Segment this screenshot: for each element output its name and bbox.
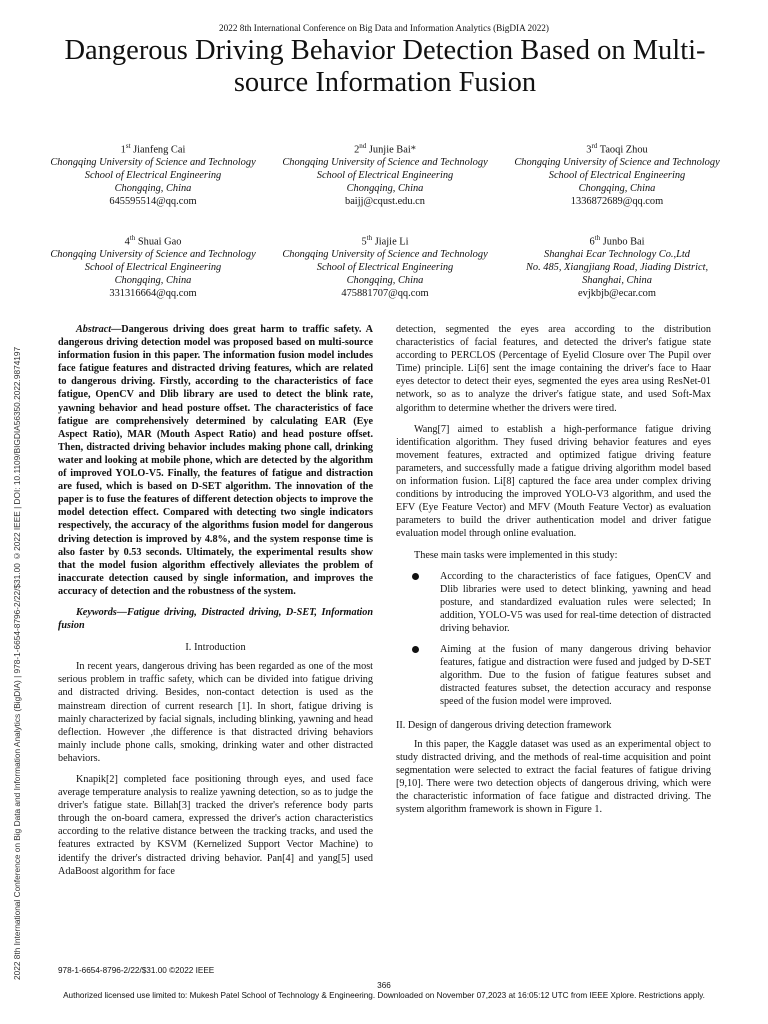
right-column xyxy=(396,323,711,816)
author-name: Shuai Gao xyxy=(137,236,182,248)
author-name: Taoqi Zhou xyxy=(599,144,648,156)
author-name: Jiajie Li xyxy=(374,236,409,248)
author-email: baijj@cqust.edu.cn xyxy=(345,196,425,208)
keywords: Keywords—Fatigue driving, Distracted driving, D-SET, Information fusion xyxy=(58,606,373,632)
intro-paragraph-2: Knapik[2] completed face positioning through eyes, and used face average temperature analysis to realize yawning detection, so as to judge the driver's fatigue state. Billah[3] tracked the driver's reference body parts through the on-board camera, expressed the driver's action characteristics according to the relative distance between the tracking tracks, and used the features extracted by KSVM (Kernelized Support Vector Machine) to identify the driver's distracted driving behavior. Pan[4] and yang[5] used AdaBoost algorithm for face xyxy=(58,774,373,877)
author-email: 331316664@qq.com xyxy=(109,288,197,300)
author-block-6: 6th Junbo Bai Shanghai Ecar Technology Co.,Ltd No. 485, Xiangjiang Road, Jiading District, Shanghai, China evjkbjb@ecar.com xyxy=(512,232,722,300)
author-email: 475881707@qq.com xyxy=(341,288,429,300)
author-block-5: 5th Jiajie Li Chongqing University of Science and Technology School of Electrical Engineering Chongqing, China 475881707@qq.com xyxy=(280,232,490,300)
right-paragraph-2: Wang[7] aimed to establish a high-performance fatigue driving identification algorithm. They fused driving behavior features and eyes movement features, extracted and optimized fatigue driving feature parameters, and successfully made a fatigue driving algorithm model based on information fusion. Li[8] captured the face area under complex driving conditions by introducing the improved YOLO-V3 algorithm, and used the EFV (Eye Feature Vector) and MFV (Mouth Feature Vector) as evaluation parameters to build the driver authentication model and driver fatigue evaluation model through online evaluation. xyxy=(396,423,711,540)
footer-isbn: 978-1-6654-8796-2/22/$31.00 ©2022 IEEE xyxy=(58,966,215,975)
author-name: Junjie Bai* xyxy=(368,144,416,156)
author-email: 645595514@qq.com xyxy=(109,196,197,208)
left-column xyxy=(58,323,373,878)
bullet-icon xyxy=(412,646,419,653)
abstract: Abstract—Dangerous driving does great harm to traffic safety. A dangerous driving detection model was proposed based on multi-source information fusion in this paper. The information fusion model includes face fatigue features and distracted driving features, which are related to dangerous driving. Firstly, according to the characteristics of face fatigue, OpenCV and Dlib library are used to detect the blink rate, yawning behavior and head posture offset. The characteristics of face fatigue are comprehensively determined by calculating EAR (Eye Aspect Ratio), MAR (Mouth Aspect Ratio) and head posture offset. Then, distracted driving behavior includes making phone call, drinking water and looking at mobile phone, which are detected by the algorithm of improved YOLO-V5. Finally, the features of fatigue and distraction are fused, which is based on D-SET algorithm. The innovation of the paper is to fuse the features of different detection objects to improve the model detection effect. Compared with detecting two single indicators respectively, the accuracy of the algorithms fusion model for dangerous driving detection is improved by 4.8%, and the system response time is also faster by 0.53 seconds. Ultimately, the experimental results show that the model fusion algorithm effectively alleviates the problem of inaccurate detection caused by single information, and improves the accuracy of detection and the robustness of the system. xyxy=(58,324,373,597)
side-doi-strip: 2022 8th International Conference on Big Data and Information Analytics (BigDIA) | 978-1-6654-8796-2/22/$31.00 ©2022 IEEE | DOI: 10.1109/BIGDIA56350.2022.9874197 xyxy=(12,346,22,980)
intro-paragraph-1: In recent years, dangerous driving has been regarded as one of the most serious problem in traffic safety, which can be divided into fatigue driving and distracted driving. Besides, non-contact detection is used as the mainstream direction of current research [1]. In short, fatigue driving is mainly characterized by facial signals, including blinking, yawning and head deflection. However ,the difference is that distracted driving behaviors mainly include phone calls, smoking, drinking water and other distracted behaviors. xyxy=(58,661,373,764)
section-heading-framework: II. Design of dangerous driving detection framework xyxy=(396,719,612,731)
author-block-1: 1st Jianfeng Cai Chongqing University of Science and Technology School of Electrical Engineering Chongqing, China 645595514@qq.com xyxy=(48,140,258,208)
author-block-2: 2nd Junjie Bai* Chongqing University of Science and Technology School of Electrical Engineering Chongqing, China baijj@cqust.edu.cn xyxy=(280,140,490,208)
conference-header: 2022 8th International Conference on Big Data and Information Analytics (BigDIA 2022) xyxy=(219,23,549,33)
bullet-item: Aiming at the fusion of many dangerous driving behavior features, fatigue and distraction were fused and judged by D-SET algorithm. Due to the fusion of fatigue features subset and distracted features subset, the detection accuracy and response speed of the fusion model were improved. xyxy=(396,643,711,708)
paper-title: Dangerous Driving Behavior Detection Based on Multi-source Information Fusion xyxy=(64,35,706,98)
bullet-icon xyxy=(412,573,419,580)
right-paragraph-1: detection, segmented the eyes area according to the distribution characteristics of facial features, and detected the driver's fatigue state according to PERCLOS (Percentage of Eyelid Closure over The Pupil over Time) principle. Li[6] sent the image containing the driver's face to Haar eyes detector to detect their eyes, segmented the eyes area using ResNet-01 network, so as to analyze the driver's fatigue state, and used Soft-Max algorithm to determine whether the drivers were tired. xyxy=(396,324,711,414)
author-email: evjkbjb@ecar.com xyxy=(578,288,656,300)
right-paragraph-3: These main tasks were implemented in this study: xyxy=(414,549,618,561)
section2-paragraph-1: In this paper, the Kaggle dataset was used as an experimental object to study distracted driving, and the methods of real-time acquisition and point segmentation were selected to extract the facial features of fatigue driving [9,10]. There were two detection objects of dangerous driving, which were the characteristic information of face fatigue and distracted driving. The system algorithm framework is shown in Figure 1. xyxy=(396,738,711,816)
page-number: 366 xyxy=(377,981,391,990)
author-email: 1336872689@qq.com xyxy=(570,196,664,208)
bullet-item: According to the characteristics of face fatigues, OpenCV and Dlib libraries were used to detect blinking, yawning and head posture, and standardized evaluation rules were selected; In addition, YOLO-V5 was used for real-time detection of distracted driving behavior. xyxy=(396,570,711,635)
section-heading-introduction: I. Introduction xyxy=(185,642,246,654)
author-name: Jianfeng Cai xyxy=(133,144,186,156)
author-name: Junbo Bai xyxy=(602,236,645,248)
author-block-3: 3rd Taoqi Zhou Chongqing University of Science and Technology School of Electrical Engineering Chongqing, China 1336872689@qq.com xyxy=(512,140,722,208)
author-block-4: 4th Shuai Gao Chongqing University of Science and Technology School of Electrical Engineering Chongqing, China 331316664@qq.com xyxy=(48,232,258,300)
license-notice: Authorized licensed use limited to: Mukesh Patel School of Technology & Engineering. Downloaded on November 07,2023 at 16:05:12 UTC from IEEE Xplore. Restrictions apply. xyxy=(63,991,705,1000)
